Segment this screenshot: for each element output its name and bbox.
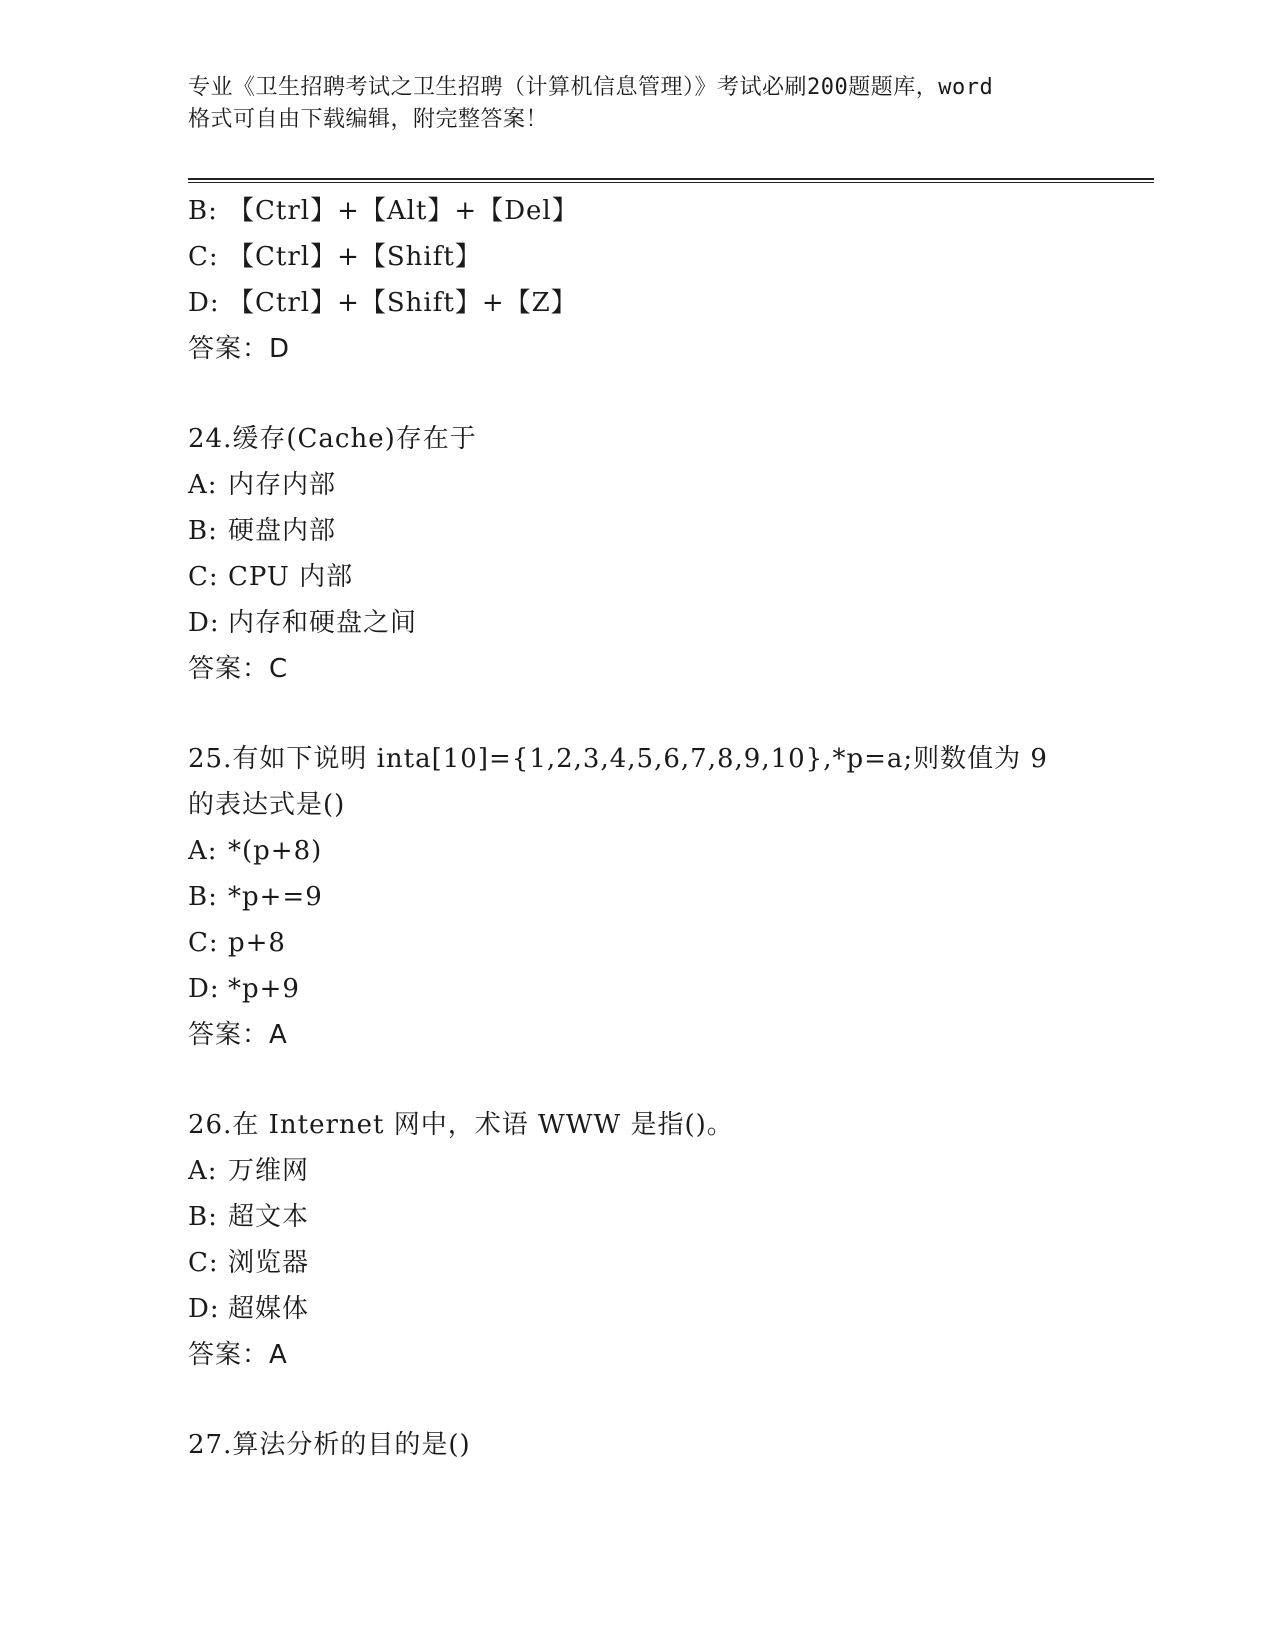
option-label: A:	[188, 836, 218, 866]
header-line-2: 格式可自由下载编辑，附完整答案！	[188, 107, 549, 132]
option-label: D:	[188, 288, 220, 318]
question-text-line-2: 的表达式是()	[188, 790, 346, 820]
option-label: B:	[188, 516, 218, 546]
spacer	[188, 372, 1128, 416]
option-label: A:	[188, 1156, 218, 1186]
spacer	[188, 692, 1128, 736]
option-text: 【Ctrl】+【Alt】+【Del】	[228, 196, 579, 226]
option-d	[188, 600, 1128, 646]
option-label: C:	[188, 562, 219, 592]
option-text: *(p+8)	[228, 836, 323, 866]
option-b	[188, 188, 1128, 234]
question-text: 26.在 Internet 网中，术语 WWW 是指()。	[188, 1110, 734, 1140]
answer-line: 答案：A	[188, 1340, 288, 1370]
option-label: C:	[188, 1248, 219, 1278]
option-d	[188, 1286, 1128, 1332]
option-text: 【Ctrl】+【Shift】+【Z】	[228, 288, 578, 318]
document-header	[188, 72, 1108, 136]
answer-line: 答案：C	[188, 654, 289, 684]
option-a	[188, 828, 1128, 874]
option-label: C:	[188, 928, 219, 958]
option-label: D:	[188, 1294, 220, 1324]
answer-line: 答案：D	[188, 334, 291, 364]
spacer	[188, 1058, 1128, 1102]
option-c	[188, 1240, 1128, 1286]
header-rule-bottom	[188, 182, 1154, 183]
option-label: B:	[188, 196, 218, 226]
option-a	[188, 1148, 1128, 1194]
option-c	[188, 554, 1128, 600]
option-d	[188, 966, 1128, 1012]
option-label: C:	[188, 242, 219, 272]
question-24-block	[188, 416, 1128, 692]
option-text: p+8	[228, 928, 286, 958]
header-line-1: 专业《卫生招聘考试之卫生招聘（计算机信息管理）》考试必刷200题题库，word	[188, 75, 994, 100]
option-label: A:	[188, 470, 218, 500]
question-27-block	[188, 1422, 1128, 1468]
option-label: B:	[188, 1202, 218, 1232]
question-text-line-1: 25.有如下说明 inta[10]={1,2,3,4,5,6,7,8,9,10},*p=a;则数值为 9	[188, 744, 1048, 774]
question-text: 24.缓存(Cache)存在于	[188, 424, 477, 454]
spacer	[188, 1378, 1128, 1422]
option-text: 内存和硬盘之间	[228, 608, 418, 638]
option-label: B:	[188, 882, 218, 912]
option-text: *p+=9	[228, 882, 323, 912]
option-text: 浏览器	[228, 1248, 310, 1278]
option-text: 【Ctrl】+【Shift】	[228, 242, 482, 272]
option-text: 超媒体	[228, 1294, 310, 1324]
option-b	[188, 1194, 1128, 1240]
option-c	[188, 920, 1128, 966]
option-b	[188, 508, 1128, 554]
option-text: CPU 内部	[228, 562, 354, 592]
option-d	[188, 280, 1128, 326]
option-b	[188, 874, 1128, 920]
option-text: 内存内部	[228, 470, 337, 500]
option-text: 超文本	[228, 1202, 310, 1232]
question-text: 27.算法分析的目的是()	[188, 1430, 471, 1460]
option-label: D:	[188, 974, 220, 1004]
option-text: 硬盘内部	[228, 516, 337, 546]
question-list	[188, 188, 1128, 1468]
answer-line: 答案：A	[188, 1020, 288, 1050]
option-label: D:	[188, 608, 220, 638]
option-a	[188, 462, 1128, 508]
header-rule-top	[188, 178, 1154, 180]
option-text: *p+9	[228, 974, 300, 1004]
question-25-block	[188, 736, 1128, 1058]
option-c	[188, 234, 1128, 280]
question-26-block	[188, 1102, 1128, 1378]
option-text: 万维网	[228, 1156, 310, 1186]
question-23-block	[188, 188, 1128, 372]
